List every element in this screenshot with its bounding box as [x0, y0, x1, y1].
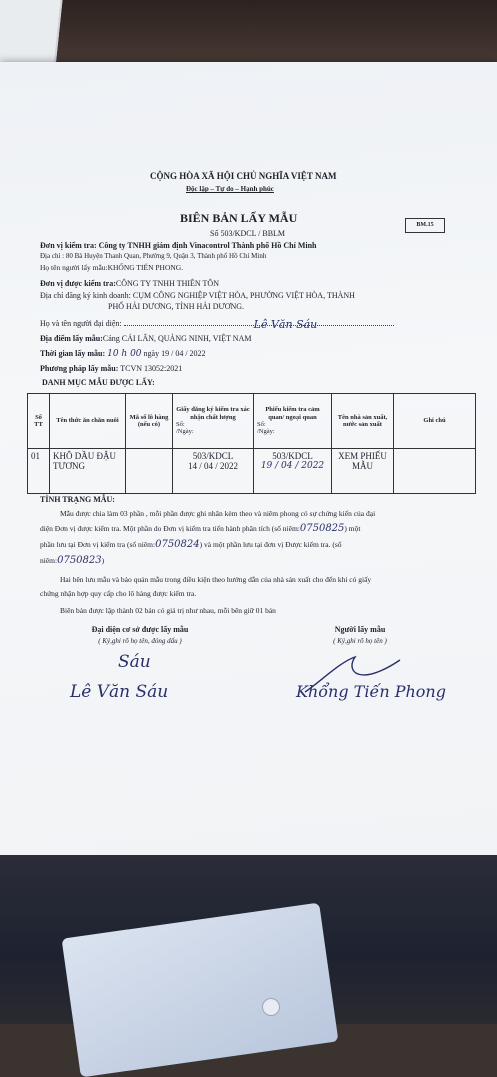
status-line-1: Mẫu được chia làm 03 phần , mỗi phần được ghi nhãn kèm theo và niêm phong có sự chứng kiến của đại — [60, 509, 376, 518]
form-code-box: BM.15 — [405, 218, 445, 233]
inspected-unit-line — [40, 280, 219, 288]
status-line-7: Biên bản được lập thành 02 bản có giá trị như nhau, mỗi bên giữ 01 bản — [60, 606, 276, 615]
status-line-5: Hai bên lưu mẫu và bảo quản mẫu trong điều kiện theo hướng dẫn của nhà sản xuất cho đến khi có giấy — [60, 575, 372, 584]
inspected-address-1: Địa chỉ đăng ký kinh doanh: CỤM CÔNG NGHIỆP VIỆT HÒA, PHƯỜNG VIỆT HÒA, THÀNH — [40, 291, 355, 300]
header-stt: Số TT — [28, 394, 50, 449]
cell-lot — [126, 449, 173, 494]
inspected-address-2: PHỐ HẢI DƯƠNG, TỈNH HẢI DƯƠNG. — [108, 302, 245, 311]
inspector-unit-label: Đơn vị kiểm tra: — [40, 241, 97, 250]
nation-header: CỘNG HÒA XÃ HỘI CHỦ NGHĨA VIỆT NAM — [150, 171, 337, 181]
document-title: BIÊN BẢN LẤY MẪU — [180, 211, 298, 225]
inspector-address: Địa chỉ : 80 Bà Huyện Thanh Quan, Phường 9, Quận 3, Thành phố Hồ Chí Minh — [40, 252, 267, 260]
list-title: DANH MỤC MẪU ĐƯỢC LẤY: — [42, 378, 155, 387]
status-line-4: niêm:0750823) — [40, 555, 105, 566]
status-title: TÌNH TRẠNG MẪU: — [40, 495, 115, 504]
cell-check: 503/KDCL 19 / 04 / 2022 — [254, 449, 332, 494]
seal-number-3: 0750823 — [57, 555, 102, 566]
header-registration: Giấy đăng ký kiểm tra xác nhận chất lượng Số: /Ngày: — [173, 394, 254, 449]
right-signature-name: Khổng Tiến Phong — [296, 682, 446, 701]
method-label: Phương pháp lấy mẫu: — [40, 364, 119, 373]
left-signature-name: Lê Văn Sáu — [70, 682, 169, 702]
header-manufacturer: Tên nhà sản xuất, nước sản xuất — [332, 394, 394, 449]
time-hand: 10 h 00 — [107, 349, 142, 359]
cell-manufacturer: XEM PHIẾU MẪU — [332, 449, 394, 494]
location-label: Địa điểm lấy mẫu: — [40, 334, 103, 343]
document-number: Số 503/KDCL / BBLM — [210, 229, 286, 238]
inspector-person: Họ tên người lấy mẫu:KHỔNG TIẾN PHONG. — [40, 263, 184, 272]
header-lot: Mã số lô hàng (nếu có) — [126, 394, 173, 449]
time-label: Thời gian lấy mẫu: — [40, 349, 106, 358]
table-row — [28, 449, 476, 494]
time-line — [40, 350, 206, 359]
sample-table — [27, 393, 476, 494]
inspected-unit-label: Đơn vị được kiểm tra: — [40, 279, 116, 288]
representative-line — [40, 318, 394, 331]
right-signature-title: Người lấy mẫu — [334, 625, 386, 634]
header-check: Phiếu kiểm tra cảm quan/ ngoại quan Số: /Ngày: — [254, 394, 332, 449]
status-line-3: phần lưu tại Đơn vị kiểm tra (số niêm:0750824) và một phần lưu tại đơn vị Được kiểm tra. (số — [40, 539, 342, 550]
time-date: ngày 19 / 04 / 2022 — [143, 349, 206, 358]
cell-note — [394, 449, 476, 494]
method: TCVN 13052:2021 — [120, 364, 183, 373]
table-header-row — [28, 394, 476, 449]
status-line-6: chứng nhận hợp quy cấp cho lô hàng được kiểm tra. — [40, 589, 197, 598]
right-signature-note: ( Ký,ghi rõ họ tên ) — [333, 637, 387, 645]
cell-registration: 503/KDCL 14 / 04 / 2022 — [173, 449, 254, 494]
left-signature-mark: Sáu — [118, 652, 151, 672]
shirt-button — [262, 998, 280, 1016]
inspector-unit-line — [40, 242, 317, 250]
left-signature-title: Đại diện cơ sở được lấy mẫu — [91, 625, 189, 634]
inspected-unit: CÔNG TY TNHH THIÊN TÔN — [115, 279, 219, 288]
representative-name: Lê Văn Sáu — [253, 318, 318, 331]
seal-number-2: 0750824 — [155, 539, 200, 550]
cell-stt: 01 — [28, 449, 50, 494]
header-note: Ghi chú — [394, 394, 476, 449]
motto: Độc lập – Tự do – Hạnh phúc — [186, 185, 274, 193]
seal-number-1: 0750825 — [299, 523, 345, 534]
left-signature-note: ( Ký,ghi rõ họ tên, đóng dấu ) — [98, 637, 182, 645]
location-line — [40, 335, 251, 343]
header-name: Tên thức ăn chăn nuôi — [50, 394, 126, 449]
status-line-2: diện Đơn vị được kiểm tra. Một phần do Đơn vị kiểm tra tiến hành phân tích (số niêm:0750825) một — [40, 523, 361, 534]
desk-background — [0, 0, 497, 70]
cell-name: KHÔ DẦU ĐẬU TƯƠNG — [50, 449, 126, 494]
location: Cảng CÁI LÂN, QUẢNG NINH, VIỆT NAM — [102, 334, 252, 343]
representative-label: Họ và tên người đại diện: — [40, 319, 122, 328]
inspector-unit: Công ty TNHH giám định Vinacontrol Thành phố Hồ Chí Minh — [98, 241, 317, 250]
method-line — [40, 365, 182, 373]
